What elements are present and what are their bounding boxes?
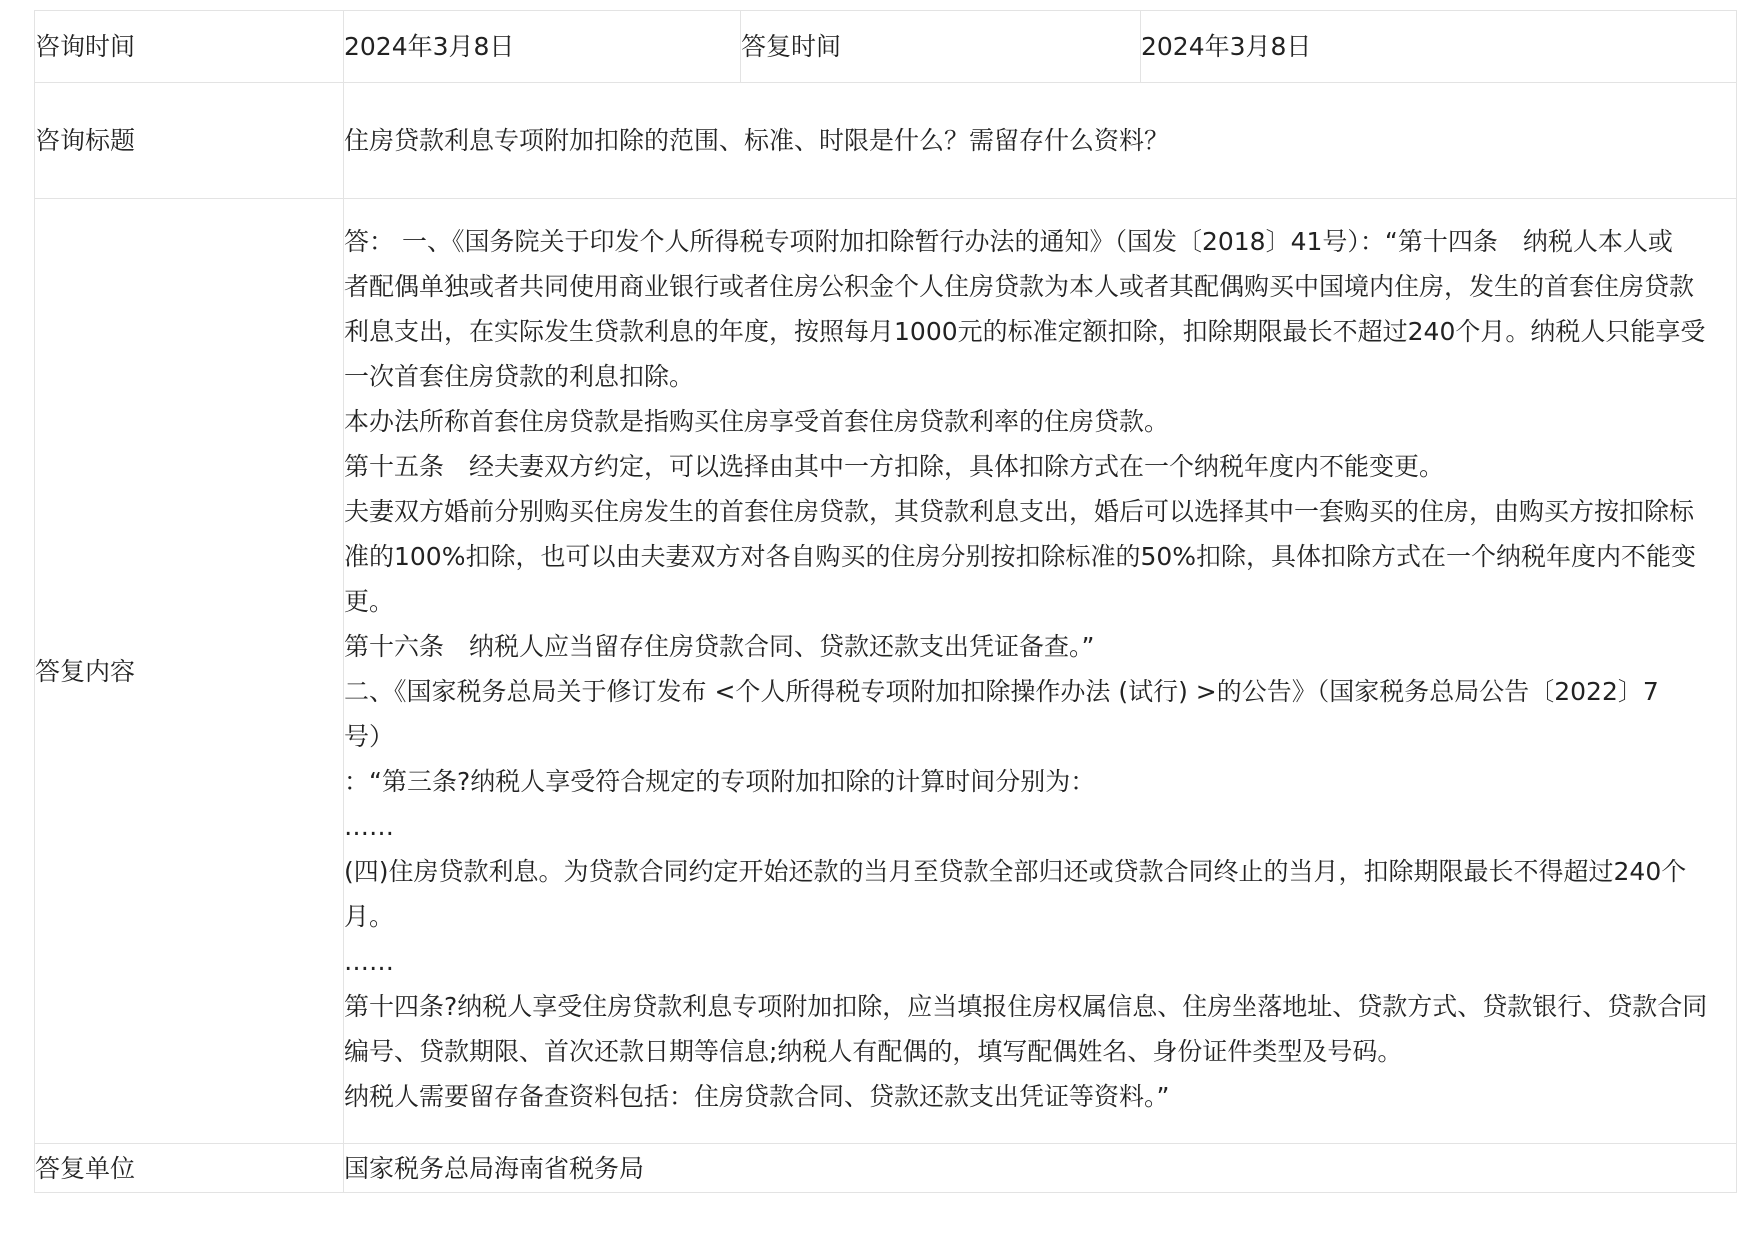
answer-line: ：“第三条?纳税人享受符合规定的专项附加扣除的计算时间分别为： (344, 767, 1096, 796)
answer-line: (四)住房贷款利息。为贷款合同约定开始还款的当月至贷款全部归还或贷款合同终止的当月，扣除期限最长不得超过240个 (344, 857, 1687, 886)
answer-line: 二、《国家税务总局关于修订发布 <个人所得税专项附加扣除操作办法 (试行) >的公告》（国家税务总局公告〔2022〕7 (344, 677, 1659, 706)
answer-line: 一次首套住房贷款的利息扣除。 (344, 362, 695, 391)
reply-unit-value: 国家税务总局海南省税务局 (344, 1144, 1737, 1193)
consult-title-label: 咨询标题 (35, 83, 344, 199)
answer-line: 答： 一、《国务院关于印发个人所得税专项附加扣除暂行办法的通知》（国发〔2018〕41号）：“第十四条 纳税人本人或 (344, 227, 1673, 256)
consult-time-row (35, 11, 1737, 83)
answer-content (344, 199, 1737, 1144)
answer-line: 第十六条 纳税人应当留存住房贷款合同、贷款还款支出凭证备查。” (344, 632, 1095, 661)
answer-label: 答复内容 (35, 199, 344, 1144)
answer-line: 夫妻双方婚前分别购买住房发生的首套住房贷款，其贷款利息支出，婚后可以选择其中一套购买的住房，由购买方按扣除标 (344, 497, 1695, 526)
answer-line: 者配偶单独或者共同使用商业银行或者住房公积金个人住房贷款为本人或者其配偶购买中国境内住房，发生的首套住房贷款 (344, 272, 1695, 301)
answer-row (35, 199, 1737, 1144)
answer-line: 编号、贷款期限、首次还款日期等信息;纳税人有配偶的，填写配偶姓名、身份证件类型及号码。 (344, 1037, 1403, 1066)
consult-title-row (35, 83, 1737, 199)
consult-title-value: 住房贷款利息专项附加扣除的范围、标准、时限是什么？需留存什么资料？ (344, 83, 1737, 199)
answer-line: 纳税人需要留存备查资料包括：住房贷款合同、贷款还款支出凭证等资料。” (344, 1082, 1170, 1111)
answer-line: 第十五条 经夫妻双方约定，可以选择由其中一方扣除，具体扣除方式在一个纳税年度内不能变更。 (344, 452, 1445, 481)
answer-line: 号） (344, 722, 395, 751)
consult-time-label: 咨询时间 (35, 11, 344, 83)
answer-line: 本办法所称首套住房贷款是指购买住房享受首套住房贷款利率的住房贷款。 (344, 407, 1170, 436)
answer-line: …… (344, 812, 394, 841)
consult-time-value: 2024年3月8日 (344, 11, 741, 83)
reply-time-label: 答复时间 (741, 11, 1141, 83)
answer-line: 利息支出，在实际发生贷款利息的年度，按照每月1000元的标准定额扣除，扣除期限最长不超过240个月。纳税人只能享受 (344, 317, 1706, 346)
answer-line: …… (344, 947, 394, 976)
answer-line: 月。 (344, 902, 395, 931)
reply-time-value: 2024年3月8日 (1141, 11, 1737, 83)
answer-line: 准的100%扣除，也可以由夫妻双方对各自购买的住房分别按扣除标准的50%扣除，具体扣除方式在一个纳税年度内不能变 (344, 542, 1697, 571)
answer-line: 更。 (344, 587, 395, 616)
reply-unit-row (35, 1144, 1737, 1193)
consultation-table (34, 10, 1737, 1193)
reply-unit-label: 答复单位 (35, 1144, 344, 1193)
answer-line: 第十四条?纳税人享受住房贷款利息专项附加扣除，应当填报住房权属信息、住房坐落地址、贷款方式、贷款银行、贷款合同 (344, 992, 1708, 1021)
